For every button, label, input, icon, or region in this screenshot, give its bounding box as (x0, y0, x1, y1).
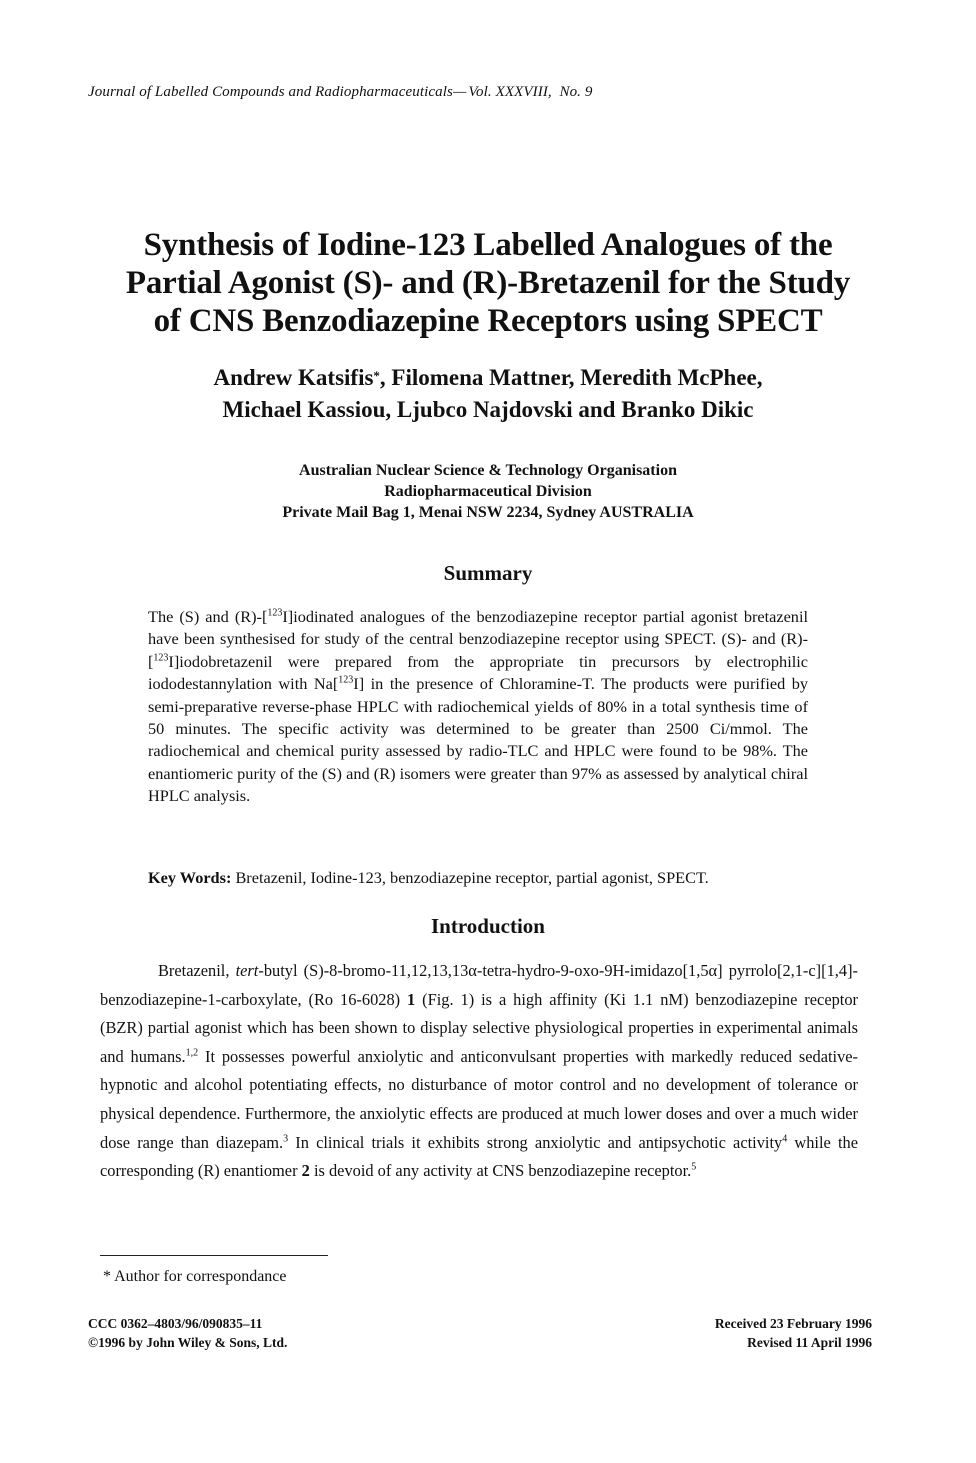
authors-line-2: Michael Kassiou, Ljubco Najdovski and Branko Dikic (222, 397, 754, 422)
footnote-divider (100, 1255, 328, 1256)
title-line-3: of CNS Benzodiazepine Receptors using SPECT (153, 303, 823, 339)
title-line-2: Partial Agonist (S)- and (R)-Bretazenil for the Study (125, 265, 851, 301)
running-head (88, 84, 592, 101)
running-head-dash: — (452, 84, 467, 100)
journal-name: Journal of Labelled Compounds and Radiopharmaceuticals (88, 84, 453, 100)
summary-text: I]iodobretazenil were prepared from the appropriate tin precursors by electrophilic iododestannylation with Na[ (148, 651, 808, 694)
compound-number: 2 (301, 1161, 310, 1181)
volume: Vol. XXXVIII, (468, 84, 552, 100)
revised-date: Revised 11 April 1996 (747, 1335, 872, 1350)
introduction-heading: Introduction (431, 914, 545, 938)
affiliation-line-2: Radiopharmaceutical Division (384, 483, 592, 500)
compound-number: 1 (407, 989, 416, 1009)
isotope-superscript: 123 (153, 652, 169, 664)
intro-text: Bretazenil, (158, 961, 236, 980)
citation-superscript: 3 (283, 1133, 289, 1145)
citation-superscript: 1,2 (185, 1047, 199, 1059)
intro-text: It possesses powerful anxiolytic and anticonvulsant properties with markedly reduced sedative-hypnotic and alcohol potentiating effects, no disturbance of motor control and no development of tolerance or physical dependence. Furthermore, the anxiolytic effects are produced at much lower doses and over a much wider dose range than diazepam. (100, 1046, 858, 1152)
corresponding-mark: * (373, 368, 380, 383)
dates-block (715, 1314, 872, 1352)
authors-line-1-rest: , Filomena Mattner, Meredith McPhee, (379, 365, 763, 390)
summary-heading: Summary (443, 561, 533, 585)
authors-line-1 (0, 362, 976, 394)
affiliation-line-1: Australian Nuclear Science & Technology Organisation (299, 462, 677, 479)
summary-text: I]iodinated analogues of the benzodiazepine receptor partial agonist bretazenil have been synthesised for study of the central benzodiazepine receptor using SPECT. (S)- and (R)-[ (148, 607, 808, 671)
citation-superscript: 5 (691, 1161, 697, 1173)
ccc-code: CCC 0362–4803/96/090835–11 (88, 1316, 263, 1331)
summary-text: The (S) and (R)-[ (148, 607, 268, 626)
intro-text: In clinical trials it exhibits strong anxiolytic and antipsychotic activity (288, 1132, 783, 1152)
affiliation (0, 460, 976, 523)
isotope-superscript: 123 (267, 607, 283, 619)
affiliation-line-3: Private Mail Bag 1, Menai NSW 2234, Sydney AUSTRALIA (282, 504, 694, 521)
copyright-block (88, 1314, 287, 1352)
intro-italic: tert (235, 961, 259, 980)
keywords (148, 868, 828, 888)
introduction-paragraph (100, 957, 858, 1186)
intro-text: is devoid of any activity at CNS benzodiazepine receptor. (309, 1161, 692, 1181)
corresponding-author: Andrew Katsifis (213, 365, 374, 390)
summary-text: I] in the presence of Chloramine-T. The products were purified by semi-preparative reverse-phase HPLC with radiochemical yields of 80% in a total synthesis time of 50 minutes. The specific activity was determined to be greater than 2500 Ci/mmol. The radiochemical and chemical purity assessed by radio-TLC and HPLC were found to be 98%. The enantiomeric purity of the (S) and (R) isomers were greater than 97% as assessed by analytical chiral HPLC analysis. (148, 674, 809, 806)
intro-text: (Fig. 1) is a high affinity (Ki 1.1 nM) benzodiazepine receptor (BZR) partial agonist which has been shown to display selective physiological properties in experimental animals and humans. (100, 989, 858, 1066)
citation-superscript: 4 (782, 1133, 788, 1145)
intro-text: while the corresponding (R) enantiomer (100, 1132, 859, 1181)
author-list (0, 362, 976, 426)
keywords-text: Bretazenil, Iodine-123, benzodiazepine receptor, partial agonist, SPECT. (231, 868, 709, 887)
isotope-superscript: 123 (338, 674, 354, 686)
copyright-notice: ©1996 by John Wiley & Sons, Ltd. (88, 1335, 288, 1350)
summary-paragraph (148, 606, 808, 808)
intro-text: -butyl (S)-8-bromo-11,12,13,13α-tetra-hydro-9-oxo-9H-imidazo[1,5α] pyrrolo[2,1-c][1,4]-benzodiazepine-1-carboxylate, (Ro 16-6028) (100, 961, 858, 1009)
article-title (0, 226, 976, 340)
keywords-label: Key Words: (148, 868, 232, 887)
received-date: Received 23 February 1996 (714, 1316, 872, 1331)
footnote: * Author for correspondance (103, 1268, 287, 1285)
issue: No. 9 (559, 84, 593, 100)
title-line-1: Synthesis of Iodine-123 Labelled Analogues of the (143, 227, 833, 263)
